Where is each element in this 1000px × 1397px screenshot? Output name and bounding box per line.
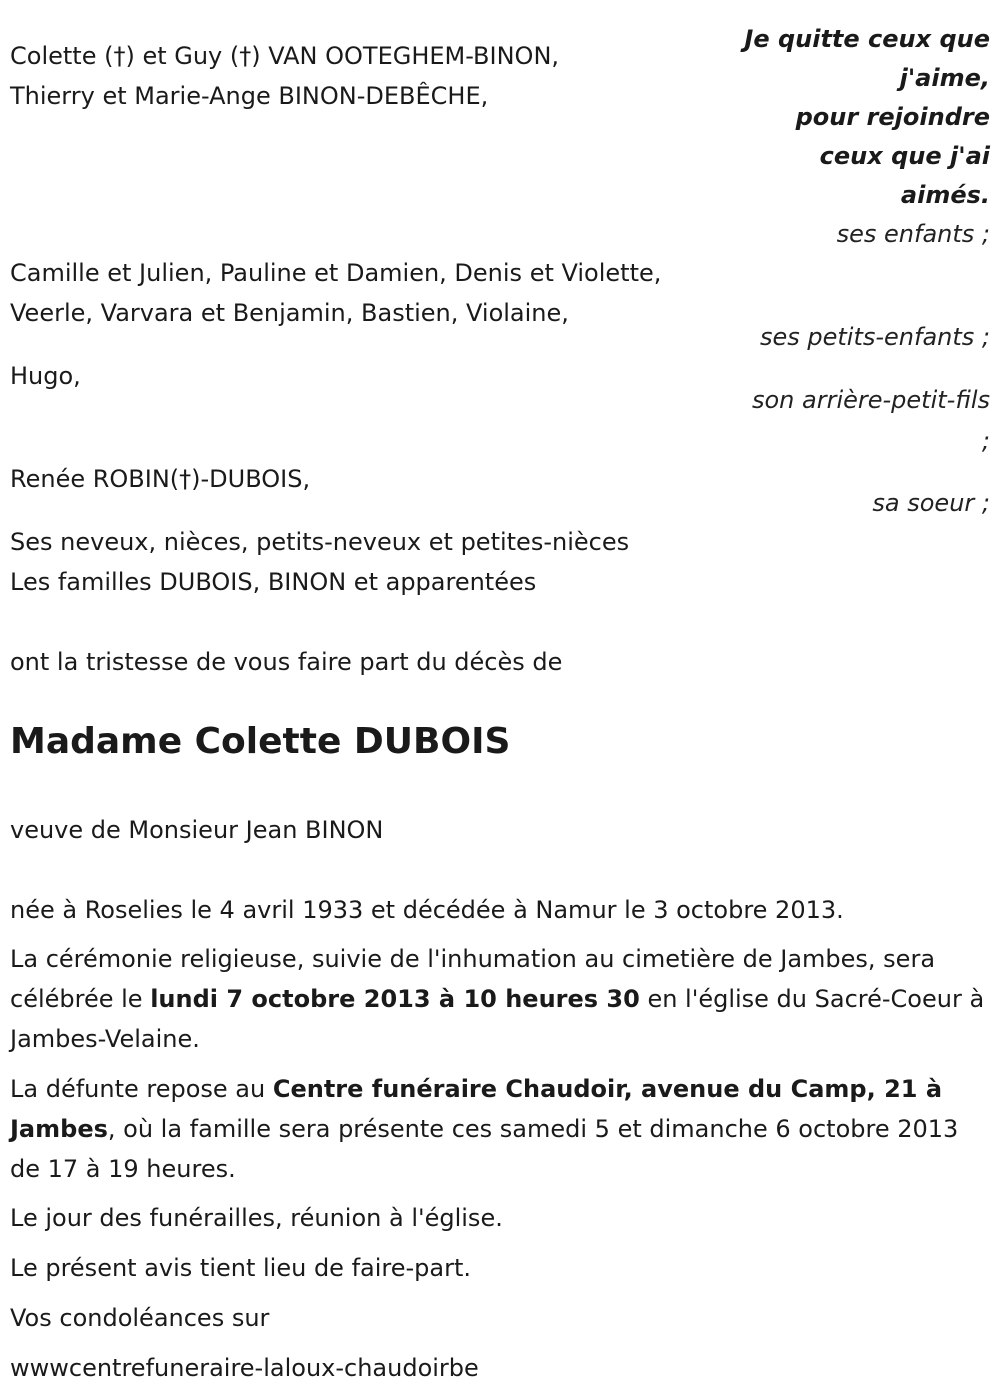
- greatgrandchild-label-2: ;: [981, 427, 990, 455]
- grandchildren-line-2: Veerle, Varvara et Benjamin, Bastien, Violaine,: [10, 299, 569, 327]
- deceased-name: Madame Colette DUBOIS: [10, 721, 511, 762]
- repose-paragraph: [10, 1069, 985, 1189]
- greatgrandchild-label-1: son arrière-petit-fils: [751, 386, 990, 414]
- grandchildren-label: ses petits-enfants ;: [759, 323, 990, 351]
- quote-line-4: ceux que j'ai: [819, 142, 990, 170]
- extended-family-line-2: Les familles DUBOIS, BINON et apparentées: [10, 568, 537, 596]
- children-label: ses enfants ;: [836, 220, 990, 248]
- notice-note: Le présent avis tient lieu de faire-part.: [10, 1254, 472, 1282]
- quote-line-2: j'aime,: [899, 64, 990, 92]
- quote-line-3: pour rejoindre: [795, 103, 990, 131]
- children-line-1: Colette (†) et Guy (†) VAN OOTEGHEM-BINON,: [10, 42, 560, 70]
- children-line-2: Thierry et Marie-Ange BINON-DEBÊCHE,: [10, 82, 489, 110]
- epigraph-quote: [730, 20, 990, 215]
- condolences-url[interactable]: wwwcentrefuneraire-laloux-chaudoirbe: [10, 1354, 479, 1382]
- repose-location: Centre funéraire Chaudoir, avenue du Camp, 21 à Jambes: [10, 1075, 943, 1143]
- greatgrandchild-name: Hugo,: [10, 362, 81, 390]
- widow-of: veuve de Monsieur Jean BINON: [10, 816, 384, 844]
- sister-label: sa soeur ;: [872, 489, 990, 517]
- sister-name: Renée ROBIN(†)-DUBOIS,: [10, 465, 311, 493]
- ceremony-text-2: en l'église du Sacré-Coeur à Jambes-Velaine.: [10, 985, 985, 1053]
- condolences-label: Vos condoléances sur: [10, 1304, 270, 1332]
- repose-text-1: La défunte repose au: [10, 1075, 273, 1103]
- announcement-intro: ont la tristesse de vous faire part du décès de: [10, 648, 563, 676]
- ceremony-paragraph: [10, 939, 985, 1059]
- extended-family-line-1: Ses neveux, nièces, petits-neveux et petites-nièces: [10, 528, 630, 556]
- ceremony-text-1: La cérémonie religieuse, suivie de l'inhumation au cimetière de Jambes, sera célébrée le: [10, 945, 936, 1013]
- quote-line-1: Je quitte ceux que: [744, 25, 990, 53]
- funeral-day-note: Le jour des funérailles, réunion à l'église.: [10, 1204, 503, 1232]
- quote-line-5: aimés.: [900, 181, 990, 209]
- grandchildren-line-1: Camille et Julien, Pauline et Damien, Denis et Violette,: [10, 259, 662, 287]
- repose-text-2: , où la famille sera présente ces samedi 5 et dimanche 6 octobre 2013 de 17 à 19 heures.: [10, 1115, 959, 1183]
- ceremony-date-time: lundi 7 octobre 2013 à 10 heures 30: [150, 985, 640, 1013]
- birth-death-dates: née à Roselies le 4 avril 1933 et décédée à Namur le 3 octobre 2013.: [10, 896, 844, 924]
